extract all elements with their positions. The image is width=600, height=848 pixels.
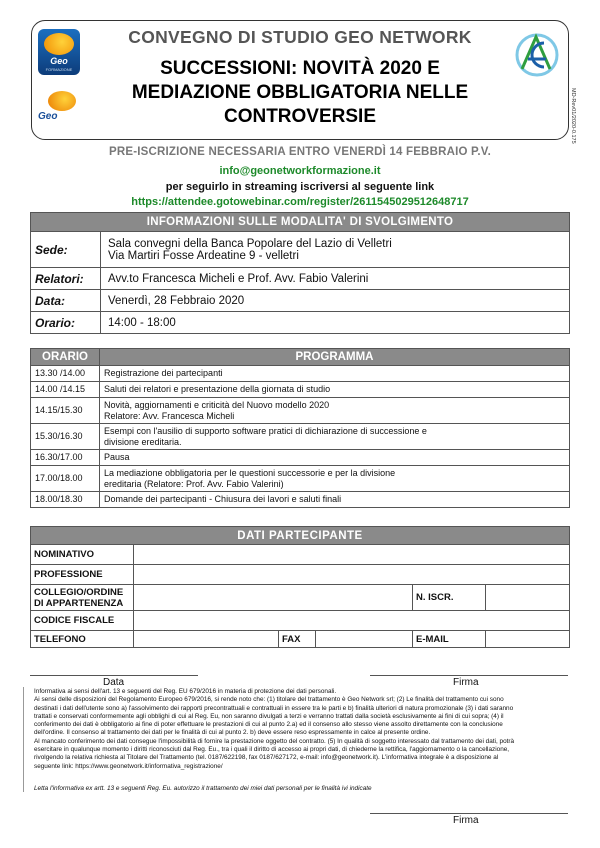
streaming-text: per seguirlo in streaming iscriversi al seguente link — [165, 181, 435, 193]
orario-value: 14:00 - 18:00 — [101, 312, 570, 334]
program-item — [100, 398, 570, 424]
program-item: Domande dei partecipanti - Chiusura dei lavori e saluti finali — [100, 492, 570, 508]
consent-signature-label: Firma — [453, 815, 479, 826]
info-header: INFORMAZIONI SULLE MODALITA' DI SVOLGIMENTO — [31, 213, 570, 232]
data-value: Venerdì, 28 Febbraio 2020 — [101, 290, 570, 312]
collegio-label — [31, 585, 134, 611]
program-item: Saluti dei relatori e presentazione della giornata di studio — [100, 382, 570, 398]
main-title — [92, 57, 508, 129]
header-box — [31, 20, 569, 140]
program-item-line: Relatore: Avv. Francesca Micheli — [104, 410, 235, 421]
data-label: Data: — [31, 290, 101, 312]
data-signature-label: Data — [103, 677, 125, 688]
fax-field[interactable] — [316, 631, 413, 648]
webinar-link[interactable]: https://attendee.gotowebinar.com/register/2611545029512648717 — [131, 196, 469, 208]
geo-network-logo — [38, 91, 82, 127]
program-time: 18.00/18.30 — [31, 492, 100, 508]
program-time: 16.30/17.00 — [31, 450, 100, 466]
privacy-line: destinati i dati dell'utente sono a) l'assolvimento dei rapporti precontrattuali e contrattuali in essere tra le parti e b) finalità ulteriori di natura promozionale (3) i dati saranno — [34, 704, 514, 712]
collegio-label-line: DI APPARTENENZA — [34, 597, 124, 609]
telefono-label: TELEFONO — [31, 631, 134, 648]
sede-line: Sala convegni della Banca Popolare del Lazio di Velletri — [108, 237, 392, 250]
privacy-line: dell'ordine. Il consenso al trattamento dei dati per le finalità di cui al punto 2. b) deve essere reso espressamente in calce al presente ordine. — [34, 729, 431, 737]
program-table — [30, 348, 570, 508]
collegio-label-line: COLLEGIO/ORDINE — [34, 586, 124, 598]
program-item-line: ereditaria (Relatore: Prof. Avv. Fabio Valerini) — [104, 478, 284, 489]
collegio-field[interactable] — [134, 585, 413, 611]
professione-field[interactable] — [134, 565, 570, 585]
ca-emblem-icon — [514, 29, 560, 81]
logo-globe-icon — [48, 91, 76, 111]
program-item-line: divisione ereditaria. — [104, 436, 182, 447]
sede-value — [101, 232, 570, 268]
n-iscr-label: N. ISCR. — [413, 585, 486, 611]
main-title-line: MEDIAZIONE OBBLIGATORIA NELLE — [131, 82, 469, 103]
relatori-label: Relatori: — [31, 268, 101, 290]
logo-globe-icon — [44, 33, 74, 55]
main-title-line: CONTROVERSIE — [223, 106, 377, 127]
nominativo-label: NOMINATIVO — [31, 545, 134, 565]
program-item — [100, 466, 570, 492]
privacy-line: esercitare in qualunque momento i diritti riconosciuti dal Reg. Eu., tra i quali il diritto di accesso ai propri dati, di chiederne la rettifica, l'aggiornamento o la cancellazione, — [34, 746, 510, 754]
consent-statement: Letta l'informativa ex artt. 13 e seguenti Reg. Eu. autorizzo il trattamento dei miei dati personali per le finalità ivi indicate — [34, 785, 372, 792]
orario-label: Orario: — [31, 312, 101, 334]
data-signature-line — [30, 675, 198, 676]
logo-subtext: FORMAZIONE — [45, 67, 73, 72]
sede-label: Sede: — [31, 232, 101, 268]
program-item: Registrazione dei partecipanti — [100, 366, 570, 382]
logo-text: Geo — [50, 56, 68, 66]
contact-email-link[interactable]: info@geonetworkformazione.it — [219, 165, 381, 177]
privacy-line: seguente link: https://www.geonetwork.it/informativa_registrazione/ — [34, 762, 223, 770]
organization-logo — [514, 29, 560, 81]
participant-table — [30, 526, 570, 648]
codice-fiscale-field[interactable] — [134, 611, 570, 631]
privacy-line: trattati e conservati conformemente agli obblighi di cui al Reg. Eu, non saranno divulgati a terzi e verranno trattati dalla società esclusivamente ai fini di cui sopra; (4) il — [34, 712, 504, 720]
fax-label: FAX — [279, 631, 316, 648]
n-iscr-field[interactable] — [486, 585, 570, 611]
firma-signature-label: Firma — [453, 677, 479, 688]
event-title: CONVEGNO DI STUDIO GEO NETWORK — [128, 27, 472, 47]
program-item-line: Novità, aggiornamenti e criticità del Nuovo modello 2020 — [104, 399, 330, 410]
telefono-field[interactable] — [134, 631, 279, 648]
participant-header: DATI PARTECIPANTE — [31, 527, 570, 545]
privacy-line: Informativa ai sensi dell'art. 13 e seguenti del Reg. EU 679/2016 in materia di protezione dei dati personali. — [34, 688, 337, 695]
program-header: PROGRAMMA — [100, 349, 570, 366]
logo-text: Geo — [38, 111, 58, 122]
info-table — [30, 212, 570, 334]
document-code: MD-Rev01/2020-0.175 — [570, 88, 576, 144]
professione-label: PROFESSIONE — [31, 565, 134, 585]
program-item-line: La mediazione obbligatoria per le questioni successorie e per la divisione — [104, 467, 396, 478]
geo-formazione-logo — [38, 29, 80, 75]
privacy-line: Ai sensi delle disposizioni del Regolamento Europeo 679/2016, si rende noto che: (1) titolare del trattamento è Geo Network srl; (2) Le finalità del trattamento cui sono — [34, 696, 504, 704]
relatori-value: Avv.to Francesca Micheli e Prof. Avv. Fabio Valerini — [101, 268, 570, 290]
program-time: 17.00/18.00 — [31, 466, 100, 492]
registration-notice: PRE-ISCRIZIONE NECESSARIA ENTRO VENERDÌ 14 FEBBRAIO P.V. — [108, 146, 492, 158]
privacy-line: rivolgendo la relativa richiesta al Titolare del Trattamento (tel. 0187/622198, fax 0187/627172, e-mail: info@geonetwork.it). L'informativa integrale è a disposizione al — [34, 754, 499, 762]
program-item-line: Esempi con l'ausilio di supporto software pratici di dichiarazione di successione e — [104, 425, 427, 436]
program-time-header: ORARIO — [31, 349, 100, 366]
program-time: 14.15/15.30 — [31, 398, 100, 424]
nominativo-field[interactable] — [134, 545, 570, 565]
email-field[interactable] — [486, 631, 570, 648]
codice-fiscale-label: CODICE FISCALE — [31, 611, 134, 631]
program-item — [100, 424, 570, 450]
privacy-line: Al mancato conferimento dei dati consegue l'impossibilità di fornire la prestazione oggetto del contratto. (5) In qualità di soggetto interessato dal trattamento dei dati, potrà — [34, 737, 515, 745]
program-item: Pausa — [100, 450, 570, 466]
firma-signature-line — [370, 675, 568, 676]
privacy-margin-line — [23, 687, 24, 792]
program-time: 14.00 /14.15 — [31, 382, 100, 398]
program-time: 15.30/16.30 — [31, 424, 100, 450]
main-title-line: SUCCESSIONI: NOVITÀ 2020 E — [160, 58, 440, 79]
email-label: E-MAIL — [413, 631, 486, 648]
privacy-notice — [34, 688, 574, 771]
sede-line: Via Martiri Fosse Ardeatine 9 - velletri — [108, 249, 299, 262]
consent-signature-line — [370, 813, 568, 814]
privacy-line: conferimento dei dati è obbligatorio ai fine di poter effettuare le prestazioni di cui al punto 2.a) ed il consenso allo stesso viene assolto direttamente con la conclusione — [34, 721, 503, 729]
program-time: 13.30 /14.00 — [31, 366, 100, 382]
